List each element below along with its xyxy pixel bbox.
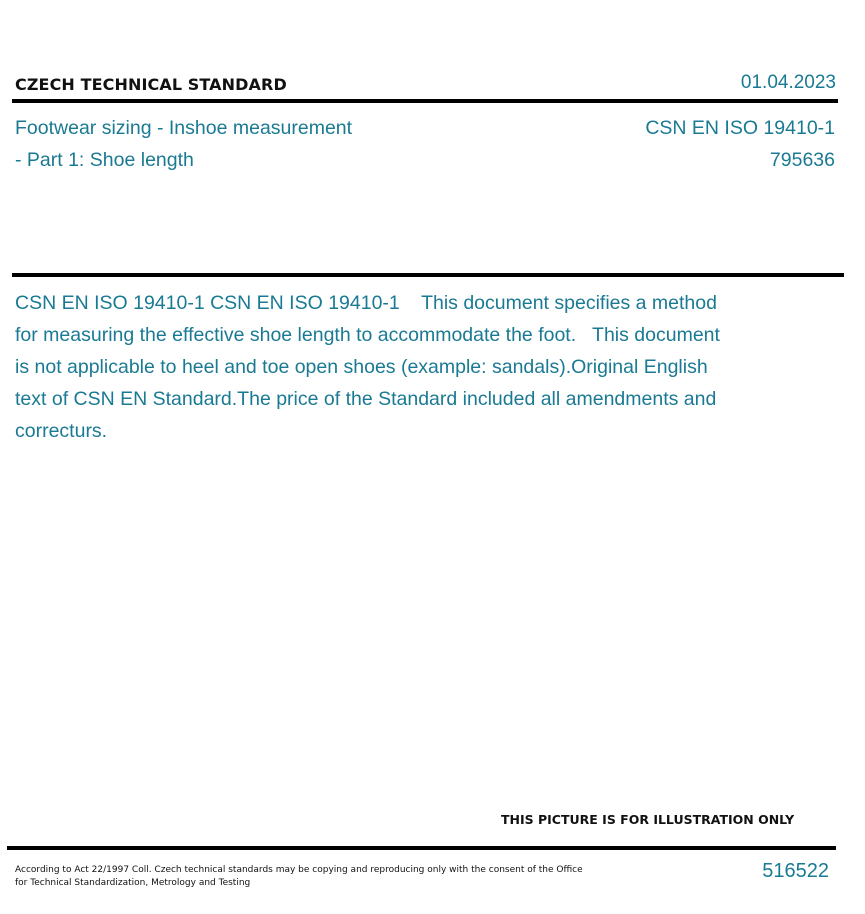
legal-notice	[15, 864, 585, 890]
header-divider	[12, 99, 838, 103]
footer-divider	[7, 846, 836, 850]
standard-title-line-1: Footwear sizing - Inshoe measurement	[15, 117, 353, 139]
document-type-heading: CZECH TECHNICAL STANDARD	[15, 75, 287, 94]
section-divider	[12, 273, 844, 277]
standard-title-line-2: - Part 1: Shoe length	[15, 149, 194, 171]
legal-notice-line-2: for Technical Standardization, Metrology and Testing	[15, 878, 251, 888]
standard-description: CSN EN ISO 19410-1 CSN EN ISO 19410-1 This document specifies a method for measuring the effective shoe length to accommodate the foot. This document is not applicable to heel and toe open shoes (example: sandals).Original English text of CSN EN Standard.The price of the Standard included all amendments and correcturs.	[15, 292, 726, 442]
publication-date: 01.04.2023	[740, 72, 836, 93]
catalog-number: 795636	[769, 149, 835, 171]
document-code: 516522	[762, 860, 829, 882]
standard-number: CSN EN ISO 19410-1	[645, 117, 835, 139]
illustration-note: THIS PICTURE IS FOR ILLUSTRATION ONLY	[501, 812, 795, 827]
legal-notice-line-1: According to Act 22/1997 Coll. Czech technical standards may be copying and reproducing only with the consent of the Office	[15, 865, 583, 875]
